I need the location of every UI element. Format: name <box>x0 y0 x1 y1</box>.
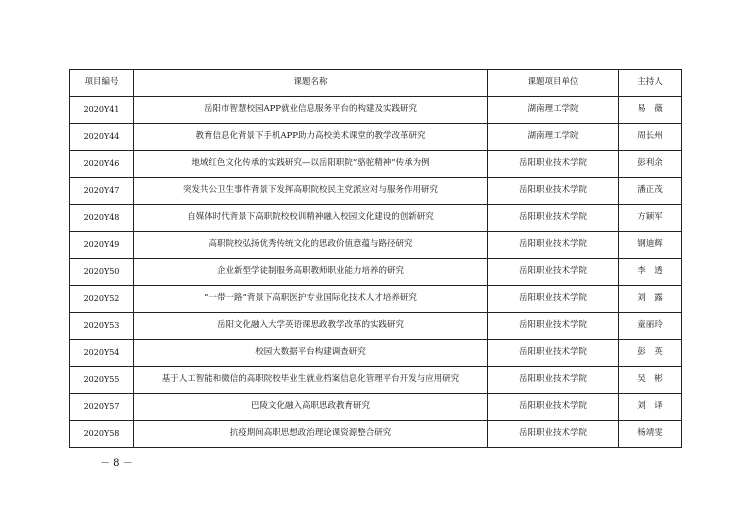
cell-project-code: 2020Y50 <box>70 259 134 286</box>
cell-project-unit: 岳阳职业技术学院 <box>488 232 619 259</box>
cell-host: 吴 彬 <box>619 367 682 394</box>
cell-host: 彭利余 <box>619 151 682 178</box>
cell-project-code: 2020Y44 <box>70 124 134 151</box>
cell-host: 李 透 <box>619 259 682 286</box>
cell-host: 潘正茂 <box>619 178 682 205</box>
project-table-container <box>69 69 681 448</box>
table-row <box>70 286 682 313</box>
cell-project-unit: 湖南理工学院 <box>488 97 619 124</box>
header-project-unit: 课题项目单位 <box>488 70 619 97</box>
cell-project-title: “一带一路”背景下高职医护专业国际化技术人才培养研究 <box>134 286 488 313</box>
cell-host: 彭 英 <box>619 340 682 367</box>
page-number: － 8 － <box>100 458 133 469</box>
cell-host: 周长州 <box>619 124 682 151</box>
table-row <box>70 97 682 124</box>
cell-project-code: 2020Y58 <box>70 421 134 448</box>
cell-project-code: 2020Y53 <box>70 313 134 340</box>
cell-project-code: 2020Y55 <box>70 367 134 394</box>
cell-project-code: 2020Y54 <box>70 340 134 367</box>
cell-project-unit: 岳阳职业技术学院 <box>488 367 619 394</box>
cell-project-title: 自媒体时代背景下高职院校校训精神融入校园文化建设的创新研究 <box>134 205 488 232</box>
table-row <box>70 394 682 421</box>
cell-project-unit: 岳阳职业技术学院 <box>488 286 619 313</box>
cell-project-code: 2020Y57 <box>70 394 134 421</box>
cell-project-unit: 岳阳职业技术学院 <box>488 151 619 178</box>
table-row <box>70 313 682 340</box>
project-table <box>69 69 682 448</box>
cell-project-unit: 岳阳职业技术学院 <box>488 178 619 205</box>
cell-project-title: 教育信息化背景下手机APP助力高校美术课堂的教学改革研究 <box>134 124 488 151</box>
table-row <box>70 151 682 178</box>
cell-project-unit: 岳阳职业技术学院 <box>488 340 619 367</box>
header-project-code: 项目编号 <box>70 70 134 97</box>
table-row <box>70 367 682 394</box>
cell-project-code: 2020Y46 <box>70 151 134 178</box>
header-project-title: 课题名称 <box>134 70 488 97</box>
cell-project-title: 企业新型学徒制服务高职教师职业能力培养的研究 <box>134 259 488 286</box>
cell-host: 童丽玲 <box>619 313 682 340</box>
cell-project-title: 突发共公卫生事件背景下发挥高职院校民主党派应对与服务作用研究 <box>134 178 488 205</box>
table-row <box>70 340 682 367</box>
cell-project-code: 2020Y49 <box>70 232 134 259</box>
cell-project-unit: 岳阳职业技术学院 <box>488 421 619 448</box>
cell-project-title: 校园大数据平台构建调查研究 <box>134 340 488 367</box>
cell-project-title: 巴陵文化融入高职思政教育研究 <box>134 394 488 421</box>
table-row <box>70 259 682 286</box>
cell-project-unit: 岳阳职业技术学院 <box>488 259 619 286</box>
cell-project-title: 高职院校弘扬优秀传统文化的思政价值意蕴与路径研究 <box>134 232 488 259</box>
cell-project-unit: 岳阳职业技术学院 <box>488 313 619 340</box>
table-header-row <box>70 70 682 97</box>
cell-project-code: 2020Y47 <box>70 178 134 205</box>
cell-project-title: 岳阳文化融入大学英语课思政教学改革的实践研究 <box>134 313 488 340</box>
cell-project-title: 基于人工智能和微信的高职院校毕业生就业档案信息化管理平台开发与应用研究 <box>134 367 488 394</box>
cell-project-code: 2020Y41 <box>70 97 134 124</box>
cell-project-code: 2020Y48 <box>70 205 134 232</box>
cell-project-unit: 湖南理工学院 <box>488 124 619 151</box>
header-host: 主持人 <box>619 70 682 97</box>
cell-host: 钢迪辉 <box>619 232 682 259</box>
cell-host: 易 薇 <box>619 97 682 124</box>
table-row <box>70 178 682 205</box>
cell-project-title: 抗疫期间高职思想政治理论课资源整合研究 <box>134 421 488 448</box>
cell-project-code: 2020Y52 <box>70 286 134 313</box>
cell-host: 刘 译 <box>619 394 682 421</box>
table-row <box>70 232 682 259</box>
cell-host: 刘 露 <box>619 286 682 313</box>
table-row <box>70 205 682 232</box>
table-row <box>70 421 682 448</box>
cell-project-title: 岳阳市智慧校园APP就业信息服务平台的构建及实践研究 <box>134 97 488 124</box>
table-row <box>70 124 682 151</box>
cell-project-unit: 岳阳职业技术学院 <box>488 205 619 232</box>
cell-project-unit: 岳阳职业技术学院 <box>488 394 619 421</box>
cell-host: 杨靖雯 <box>619 421 682 448</box>
cell-host: 方颖军 <box>619 205 682 232</box>
cell-project-title: 地域红色文化传承的实践研究—以岳阳职院“骆驼精神”传承为例 <box>134 151 488 178</box>
